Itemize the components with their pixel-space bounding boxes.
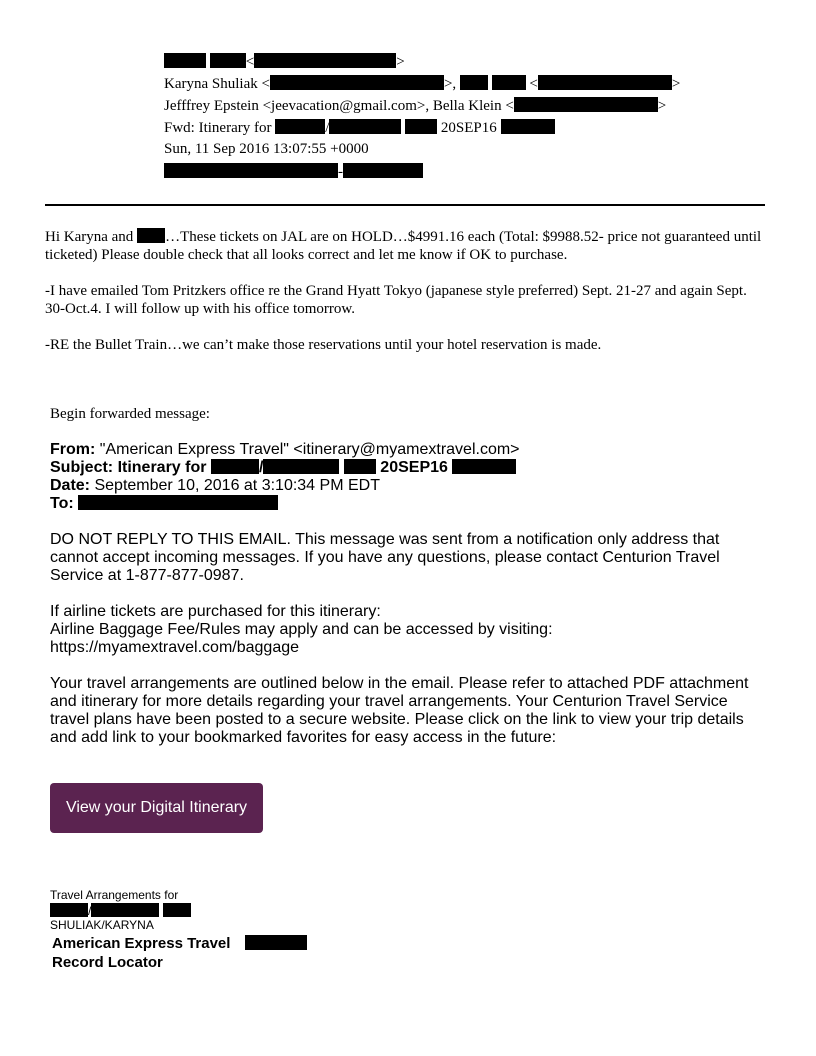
header-divider (45, 204, 765, 206)
para1-rest: …These tickets on JAL are on HOLD…$4991.16 each (Total: $9988.52- price not guaranteed until ticketed) Please double check that all looks correct and let me know if OK to purchase. (45, 229, 762, 263)
traveler-name: SHULIAK/KARYNA (50, 918, 154, 932)
baggage-url[interactable]: https://myamextravel.com/baggage (50, 639, 300, 656)
fwd-subject-code: 20SEP16 (380, 459, 448, 476)
redaction (514, 97, 658, 112)
baggage-line-2: Airline Baggage Fee/Rules may apply and can be accessed by visiting: (50, 621, 553, 638)
para1-start: Hi Karyna and (45, 229, 134, 245)
redaction (211, 459, 259, 474)
baggage-line-1: If airline tickets are purchased for this itinerary: (50, 603, 381, 620)
fwd-from-label: From: (50, 441, 96, 458)
body-paragraph-2: -I have emailed Tom Pritzkers office re the Grand Hyatt Tokyo (japanese style preferred) Sept. 21-27 and again Sept. 30-Oct.4. I will follow up with his office tomorrow. (45, 283, 747, 317)
redaction (460, 75, 488, 90)
redaction (344, 459, 376, 474)
redaction (329, 119, 401, 134)
attachments-value[interactable]: - (164, 163, 423, 181)
record-title (52, 934, 307, 953)
fwd-date-value: September 10, 2016 at 3:10:34 PM EDT (94, 477, 380, 494)
redaction (270, 75, 444, 90)
forwarded-subject: Subject: Itinerary for / 20SEP16 (50, 459, 765, 477)
redaction (164, 163, 338, 178)
redaction (78, 495, 278, 510)
redaction (492, 75, 526, 90)
travel-arrangements-label: Travel Arrangements for (50, 888, 179, 902)
subject-prefix: Fwd: Itinerary for (164, 120, 272, 136)
no-reply-notice: DO NOT REPLY TO THIS EMAIL. This message was sent from a notification only address that cannot accept incoming messages. If you have any questions, please contact Centurion Travel Service at 1-877-877-0987. (50, 531, 720, 584)
redaction (163, 903, 191, 917)
cc-text: Jefffrey Epstein <jeevacation@gmail.com>, Bella Klein < (164, 98, 514, 114)
fwd-to-label: To: (50, 495, 74, 512)
date-value: Sun, 11 Sep 2016 13:07:55 +0000 (164, 141, 369, 157)
forwarded-intro: Begin forwarded message: (50, 406, 210, 422)
forwarded-from (50, 441, 765, 459)
arrangements-paragraph: Your travel arrangements are outlined below in the email. Please refer to attached PDF attachment and itinerary for more details regarding your travel arrangements. Your Centurion Travel Service travel plans have been posted to a secure website. Please click on the link to view your trip details and add link to your bookmarked favorites for easy access in the future: (50, 675, 749, 746)
redaction (263, 459, 339, 474)
body-paragraph-3: -RE the Bullet Train…we can’t make those reservations until your hotel reservation is made. (45, 337, 602, 353)
redaction (405, 119, 437, 134)
redaction (254, 53, 396, 68)
redaction (275, 119, 325, 134)
forwarded-to (50, 495, 765, 513)
fwd-subject-label: Subject: Itinerary for (50, 459, 207, 476)
redaction (164, 53, 206, 68)
cc-value: Jefffrey Epstein <jeevacation@gmail.com>, Bella Klein < > (164, 98, 667, 114)
view-digital-itinerary-button[interactable]: View your Digital Itinerary (50, 783, 263, 833)
to-value: Karyna Shuliak < >, < > (164, 76, 681, 92)
fwd-from-value: "American Express Travel" <itinerary@myamextravel.com> (99, 441, 520, 458)
subject-value: Fwd: Itinerary for / 20SEP16 (164, 119, 555, 137)
forwarded-date (50, 477, 765, 495)
redaction (343, 163, 423, 178)
redaction (245, 935, 307, 950)
redaction (50, 903, 88, 917)
to-name: Karyna Shuliak < (164, 76, 270, 92)
subject-code: 20SEP16 (440, 120, 497, 136)
redaction (501, 119, 555, 134)
redaction (210, 53, 246, 68)
redaction (452, 459, 516, 474)
body-paragraph-1 (45, 228, 765, 264)
traveler-redacted-line: / (50, 903, 191, 919)
redaction (91, 903, 159, 917)
record-locator-label: Record Locator (52, 954, 163, 971)
record-title-text: American Express Travel (52, 935, 231, 952)
from-value: < > (164, 53, 405, 71)
redaction (137, 228, 165, 243)
fwd-date-label: Date: (50, 477, 91, 494)
redaction (538, 75, 672, 90)
